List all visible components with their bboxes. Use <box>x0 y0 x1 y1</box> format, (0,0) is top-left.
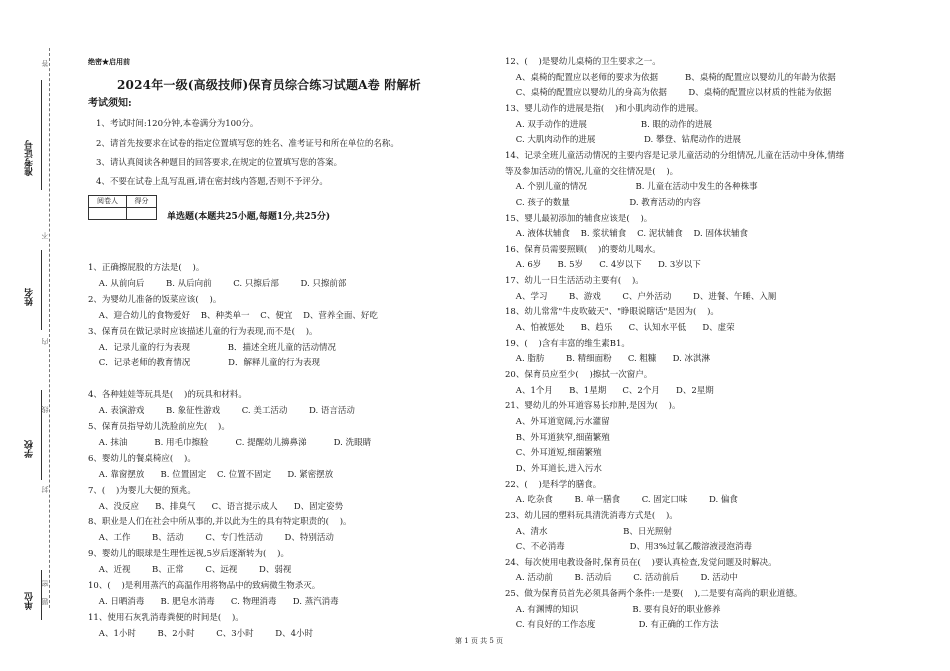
question-text: 2、为婴幼儿准备的饭菜应该( )。 <box>88 294 222 305</box>
question-text: 9、婴幼儿的眼球是生理性远视,5岁后逐渐转为( )。 <box>88 549 289 560</box>
confidential-tag: 绝密★启用前 <box>88 57 130 66</box>
unit-field <box>41 570 42 620</box>
answer-options: A. 6岁 B. 5岁 C. 4岁以下 D. 3岁以下 <box>505 260 701 271</box>
question-text: 12、( )是婴幼儿桌椅的卫生要求之一。 <box>505 57 661 67</box>
binding-margin <box>0 0 60 671</box>
question-text: 1、正确擦屁股的方法是( )。 <box>88 263 205 273</box>
question-text: 4、各种娃娃等玩具是( )的玩具和材料。 <box>88 390 247 401</box>
seal-char: 不 <box>41 232 49 239</box>
question-text: 14、记录全班儿童活动情况的主要内容是记录儿童活动的分组情况,儿童在活动中身体,情绪 <box>505 150 845 161</box>
question-text: 16、保育员需要照顾( )的婴幼儿喝水。 <box>505 244 661 255</box>
question-text: 20、保育员应至少( )擦拭一次窗户。 <box>505 370 653 380</box>
school-label: 学校 <box>25 440 35 458</box>
notice-item: 3、请认真阅读各种题目的回答要求,在规定的位置填写您的答案。 <box>96 158 343 168</box>
page-footer: 第 1 页 共 5 页 <box>455 637 504 645</box>
seal-char: 密 <box>41 580 49 587</box>
reviewer-header: 阅卷人 <box>89 196 127 208</box>
answer-options: A、桌椅的配置应以老师的要求为依据 B、桌椅的配置应以婴幼儿的年龄为依据 <box>505 72 836 83</box>
notice-item: 1、考试时间:120分钟,本卷满分为100分。 <box>96 119 259 129</box>
seal-char: 内 <box>41 338 49 345</box>
notice-item: 4、不要在试卷上乱写乱画,请在密封线内答题,否则不予评分。 <box>96 177 328 187</box>
exam-number-label: 准考证号 <box>25 140 35 176</box>
answer-options: A. 日晒消毒 B. 肥皂水消毒 C. 物理消毒 D. 蒸汽消毒 <box>88 596 339 607</box>
question-text: 3、保育员在做记录时应该描述儿童的行为表现,而不是( )。 <box>88 326 318 337</box>
reviewer-cell[interactable] <box>89 208 127 220</box>
question-text: 8、职业是人们在社会中所从事的,并以此为生的具有特定职责的( )。 <box>88 517 352 528</box>
question-text: 17、幼儿一日生活活动主要有( )。 <box>505 276 644 287</box>
seal-char: 答 <box>41 60 49 67</box>
unit-label: 单位 <box>25 592 35 610</box>
answer-options: C. 有良好的工作态度 D. 有正确的工作方法 <box>505 620 719 631</box>
answer-options: C. 大肌肉动作的进展 D. 攀登、钻爬动作的进展 <box>505 135 741 146</box>
notice-item: 2、请首先按要求在试卷的指定位置填写您的姓名、准考证号和所在单位的名称。 <box>96 139 399 149</box>
question-text: 7、( )为婴儿大便的预兆。 <box>88 485 196 496</box>
exam-number-field <box>41 80 42 190</box>
question-text: 21、婴幼儿的外耳道容易长疖肿,是因为( )。 <box>505 401 681 412</box>
answer-options: A、没反应 B、排臭气 C、语言提示成人 D、固定姿势 <box>88 501 344 512</box>
answer-options: A. 抹油 B. 用毛巾擦脸 C. 提醒幼儿擤鼻涕 D. 洗眼睛 <box>88 437 372 448</box>
question-text: 6、婴幼儿的餐桌椅应( )。 <box>88 453 196 464</box>
score-header: 得分 <box>127 196 157 208</box>
answer-options: A、1小时 B、2小时 C、3小时 D、4小时 <box>88 628 313 639</box>
question-text: 5、保育员指导幼儿洗脸前应先( )。 <box>88 422 230 432</box>
answer-options: A、外耳道宽阔,污水灌留 <box>505 416 610 427</box>
answer-options: D、外耳道长,进入污水 <box>505 463 602 474</box>
question-text: 10、( )是利用蒸汽的高温作用将物品中的致病微生物杀灭。 <box>88 581 321 591</box>
answer-options: A、怕被惩处 B、趋乐 C、认知水平低 D、虚荣 <box>505 323 735 334</box>
question-text: 23、幼儿园的塑料玩具清洗消毒方式是( )。 <box>505 510 678 521</box>
notice-heading: 考试须知: <box>88 98 132 109</box>
answer-options: A、工作 B、活动 C、专门性活动 D、特别活动 <box>88 533 334 544</box>
name-label: 姓名 <box>25 288 35 306</box>
answer-options: C．记录老师的教育情况 D．解释儿童的行为表现 <box>88 358 320 369</box>
answer-options: A. 有渊博的知识 B. 要有良好的职业修养 <box>505 604 721 615</box>
answer-options: A、清水 B、日光照射 <box>505 526 672 537</box>
exam-title: 2024年一级(高级技师)保育员综合练习试题A卷 附解析 <box>117 78 421 92</box>
answer-options: A. 双手动作的进展 B. 眼的动作的进展 <box>505 119 713 130</box>
answer-options: A. 个别儿童的情况 B. 儿童在活动中发生的各种株事 <box>505 182 758 193</box>
question-text: 22、( )是科学的膳食。 <box>505 479 602 490</box>
question-text: 24、每次使用电教设备时,保育员在( )要认真检查,发觉问题及时解决。 <box>505 557 777 568</box>
answer-options: A. 活动前 B. 活动后 C. 活动前后 D. 活动中 <box>505 573 738 584</box>
answer-options: A、近视 B、正常 C、远视 D、弱视 <box>88 565 292 576</box>
answer-options: A. 液体状辅食 B. 浆状辅食 C. 泥状辅食 D. 固体状辅食 <box>505 229 748 240</box>
answer-options: C、不必消毒 D、用3%过氧乙酸溶液浸泡消毒 <box>505 542 752 553</box>
answer-options: A. 靠窗摆放 B. 位置固定 C. 位置不固定 D. 紧密摆放 <box>88 469 334 480</box>
school-field <box>41 390 42 480</box>
answer-options: A、学习 B、游戏 C、户外活动 D、进餐、午睡、入厕 <box>505 291 777 302</box>
answer-options: A．记录儿童的行为表现 B．描述全班儿童的活动情况 <box>88 342 337 353</box>
answer-options: A、迎合幼儿的食物爱好 B、种类单一 C、便宜 D、营养全面、好吃 <box>88 310 378 321</box>
seal-char: 封 <box>41 486 49 493</box>
answer-options: A. 吃杂食 B. 单一膳食 C. 固定口味 D. 偏食 <box>505 495 738 506</box>
score-cell[interactable] <box>127 208 157 220</box>
answer-options: C、桌椅的配置应以婴幼儿的身高为依据 D、桌椅的配置应以材质的性能为依据 <box>505 88 832 99</box>
score-table <box>88 195 157 220</box>
seal-char: 题 <box>41 598 49 605</box>
question-text: 等及参加活动的情况,儿童的交往情况是( )。 <box>505 166 679 177</box>
answer-options: A、1个月 B、1星期 C、2个月 D、2星期 <box>505 385 714 396</box>
question-text: 25、做为保育员首先必须具备两个条件:一是要( ),二是要有高尚的职业道德。 <box>505 589 803 600</box>
question-text: 19、( )含有丰富的维生素B1。 <box>505 338 630 349</box>
answer-options: A. 表演游戏 B. 象征性游戏 C. 美工活动 D. 语言活动 <box>88 406 355 417</box>
question-text: 13、婴儿动作的进展是指( )和小肌肉动作的进展。 <box>505 103 704 114</box>
question-text: 15、婴儿最初添加的辅食应该是( )。 <box>505 213 653 224</box>
section-heading: 单选题(本题共25小题,每题1分,共25分) <box>167 212 331 222</box>
seal-char: 线 <box>41 406 49 413</box>
name-field <box>41 250 42 330</box>
answer-options: A. 从前向后 B. 从后向前 C. 只擦后部 D. 只擦前部 <box>88 278 347 289</box>
seal-dashed-line <box>49 48 50 608</box>
question-text: 18、幼儿常常"牛皮吹破天"、"睁眼说瞎话"是因为( )。 <box>505 307 719 318</box>
answer-options: A. 脂肪 B. 精细面粉 C. 粗糠 D. 冰淇淋 <box>505 354 711 365</box>
answer-options: C、外耳道短,细菌繁殖 <box>505 448 602 459</box>
answer-options: C. 孩子的数量 D. 教育活动的内容 <box>505 197 701 208</box>
question-text: 11、使用石灰乳消毒粪便的时间是( )。 <box>88 612 244 623</box>
answer-options: B、外耳道狭窄,细菌繁殖 <box>505 432 610 443</box>
